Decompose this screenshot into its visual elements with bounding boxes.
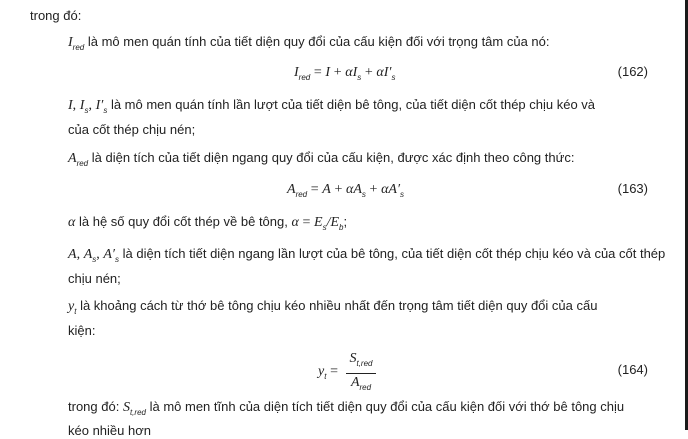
s-desc-lead: trong đó: — [68, 399, 120, 414]
equation-163-number: (163) — [617, 181, 648, 196]
alpha-desc: là hệ số quy đổi cốt thép về bê tông, — [78, 214, 288, 229]
equation-162-number: (162) — [617, 64, 648, 79]
equation-162: $I_{red} = I + \alpha I_s + \alpha I'_s$ — [294, 65, 396, 82]
a-list-desc-1: là diện tích tiết diện ngang lần lượt của bê tông, của tiết diện cốt thép chịu kéo và của cốt thép — [122, 246, 666, 261]
equation-164-lhs: $y_t$ = — [318, 364, 338, 381]
s-definition: trong đó: $S_{t,red}$ là mô men tĩnh của diện tích tiết diện quy đổi của cấu kiện đối với thớ bê tông chịu — [68, 399, 625, 417]
intro-text: trong đó: — [30, 8, 82, 23]
symbol-i-red: $I_{red}$ — [68, 35, 85, 52]
i-list-desc-1: là mô men quán tính lần lượt của tiết diện bê tông, của tiết diện cốt thép chịu kéo và — [110, 97, 596, 112]
a-list-definition: A, $A_s$, $A'_s$ là diện tích tiết diện ngang lần lượt của bê tông, của tiết diện cốt thép chịu kéo và của cốt thép — [68, 246, 666, 264]
a-list-desc-2: chịu nén; — [68, 271, 121, 286]
alpha-definition: α là hệ số quy đổi cốt thép về bê tông, $\alpha = E_s/E_b$; — [68, 214, 348, 232]
yt-desc-1: là khoảng cách từ thớ bê tông chịu kéo nhiều nhất đến trọng tâm tiết diện quy đổi của cấu — [80, 298, 598, 313]
yt-definition: $y_t$ là khoảng cách từ thớ bê tông chịu kéo nhiều nhất đến trọng tâm tiết diện quy đổi của cấu — [68, 298, 598, 316]
yt-desc-2: kiện: — [68, 323, 96, 338]
equation-164-fraction: $S_{t,red}$ $A_{red}$ — [346, 351, 376, 396]
i-red-definition — [68, 33, 550, 56]
i-red-desc: là mô men quán tính của tiết diện quy đổi của cấu kiện đối với trọng tâm của nó: — [87, 34, 550, 49]
i-list-desc-2: của cốt thép chịu nén; — [68, 122, 196, 137]
i-list-definition: I, $I_s$, $I'_s$ là mô men quán tính lần lượt của tiết diện bê tông, của tiết diện cốt thép chịu kéo và — [68, 97, 596, 115]
a-red-definition: $A_{red}$ là diện tích của tiết diện ngang quy đổi của cấu kiện, được xác định theo công thức: — [68, 150, 575, 168]
a-red-desc: là diện tích của tiết diện ngang quy đổi của cấu kiện, được xác định theo công thức: — [91, 150, 575, 165]
s-desc: là mô men tĩnh của diện tích tiết diện quy đổi của cấu kiện đối với thớ bê tông chịu — [149, 399, 625, 414]
equation-163: $A_{red} = A + \alpha A_s + \alpha A'_s$ — [287, 182, 405, 199]
s-desc-2: kéo nhiều hơn — [68, 423, 151, 438]
equation-164-number: (164) — [617, 362, 648, 377]
